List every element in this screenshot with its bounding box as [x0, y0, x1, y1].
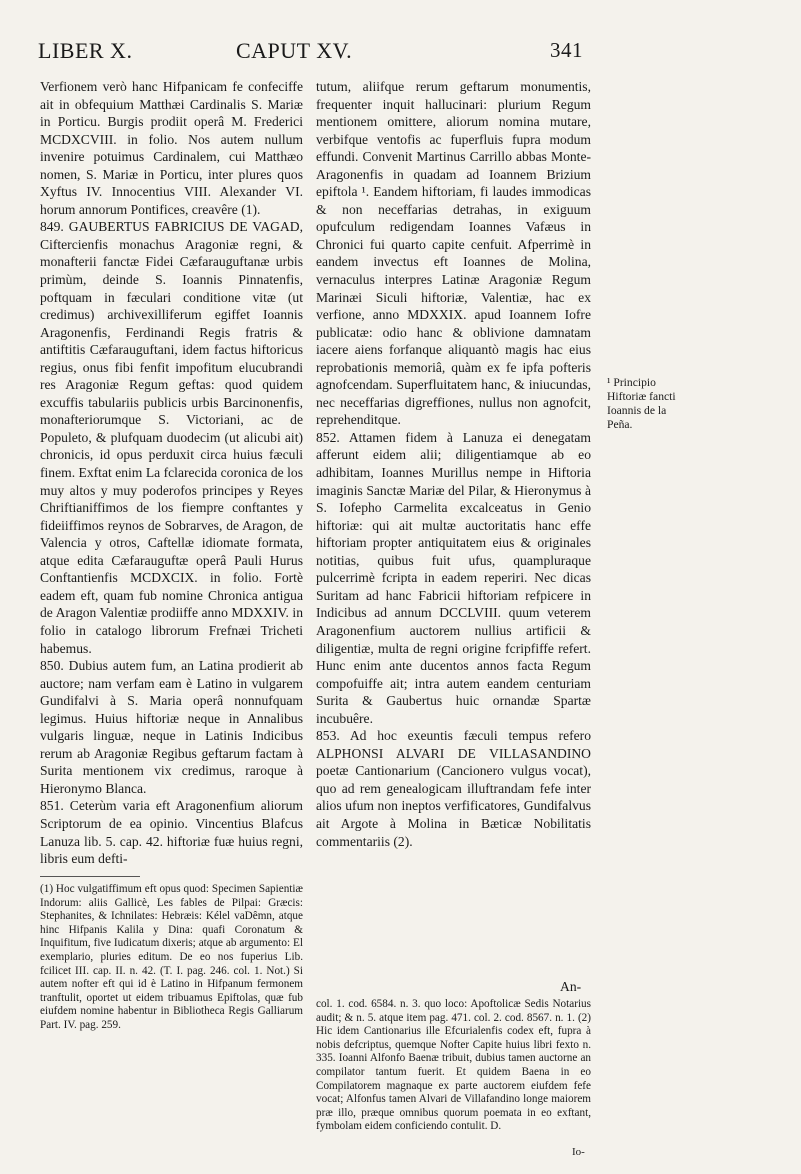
footnote-rule — [40, 876, 140, 877]
right-footnote — [316, 998, 591, 1134]
left-column — [40, 78, 303, 868]
right-column — [316, 78, 591, 850]
paragraph: 849. GAUBERTUS FABRICIUS DE VAGAD, Ciftercienfis monachus Aragoniæ regni, & monafterii fanctæ Fidei Cæfarauguftanæ urbis primùm, deinde S. Ioannis Pinnatenfis, poftquam in fæculari conditione vitæ (ut credimus) archivexilliferum egiffet Ioannis Aragonenfis, Ferdinandi Regis fratris & antiftitis Cæfarauguftani, idem factus hiftoricus regius, onus fibi fenfit impofitum elucubrandi res Aragoniæ Regum geftas: quod quidem excuffis tabulariis publicis urbis Barcinonenfis, monafteriorumque S. Victoriani, ac de Populeto, & plufquam duodecim (ut alicubi ait) chronicis, id opus perduxit circa huius fæculi finem. Exftat enim La fclarecida coronica de los muy altos y muy poderofos principes y Reyes Chriftianiffimos de los fiempre conftantes y fideiiffimos reynos de Sobrarves, de Aragon, de Valencia y otros, Caftellæ idiomate formata, atque edita Cæfarauguftæ operâ Pauli Hurus Conftantienfis MCDXCIX. in folio. Fortè eadem eft, quam fub nomine Chronica antigua de Aragon Valentiæ prodiiffe anno MDXXIV. in folio in catalogo librorum Frefnæi Tricheti habemus. — [40, 219, 303, 656]
paragraph: 853. Ad hoc exeuntis fæculi tempus refero ALPHONSI ALVARI DE VILLASANDINO poetæ Cantionarium (Cancionero vulgus vocat), quo ad rem genealogicam illuftrandam fefe inter alios ufum non ineptos verfificatores, Gundifalvus ait Argote à Molina in Bæticæ Nobilitatis commentariis (2). — [316, 728, 591, 849]
running-head-book: LIBER X. — [38, 38, 133, 63]
paragraph: Verfionem verò hanc Hifpanicam fe confeciffe ait in obfequium Matthæi Cardinalis S. Mariæ in Porticu. Burgis prodiit operâ M. Frederici MCDXCVIII. in folio. Nos autem nullum invenire potuimus Cardinalem, cui Matthæo nomen, S. Mariæ in Porticu, inter plures quos Xyftus IV. Innocentius VIII. Alexander VI. horum annorum Pontifices, creavêre (1). — [40, 79, 303, 217]
paragraph: tutum, aliifque rerum geftarum monumentis, frequenter inquit hallucinari: plurium Regum mentionem omittere, aliorum nomina mutare, verbifque ventofis ac fuperfluis fupra modum effundi. Convenit Martinus Carrillo abbas Monte-Aragonenfis in quadam ad Ioannem Brizium epiftola ¹. Eandem hiftoriam, fi laudes immodicas & non neceffarias detrahas, in exiguum opufculum redigendam Ioannes Vafæus in Chronici fui quarto capite cenfuit. Afperrimè in eandem invectus eft Ioannes de Molina, vernaculus interpres Latinæ Aragoniæ Regum Marinæi Siculi hiftoriæ, Valentiæ, hac ex verfione, anno MDXXIX. apud Ioannem Iofre publicatæ: odio hanc & oblivione damnatam iacere aiens forfanque aliquantò magis hac eius reprobationis memoriâ, quàm ex fe ipfa pofteris agnofcendam. Superfluitatem hanc, & iniucundas, nec neceffarias digreffiones, nullus non agnofcit, reprehenditque. — [316, 79, 591, 428]
page-header — [38, 38, 598, 66]
footnote-text: (1) Hoc vulgatiffimum eft opus quod: Specimen Sapientiæ Indorum: aliis Gallicè, Les fables de Pilpai: Græcis: Stephanites, & Ichnilates: Hebræis: Kélel vaDêmn, atque hinc Hifpanis Kalila y Dina: quafi Coronatum & Inquifitum, five Iudicatum dixeris; atque ab argumento: El exemplario, pluries editum. De eo nos fuperius Lib. fcilicet III. cap. II. n. 42. (T. I. pag. 246. col. 1. Not.) Si autem nofter eft qui id è Latino in Hifpanum fermonem tranftulit, oportet ut eidem tribuamus Epiftolas, quæ fub eiufdem nomine habentur in Bibliotheca Regis Galliarum Part. IV. pag. 259. — [40, 883, 303, 1031]
paragraph: 851. Ceterùm varia eft Aragonenfium aliorum Scriptorum de ea opinio. Vincentius Blafcus Lanuza lib. 5. cap. 42. hiftoriæ fuæ huius regni, libris eum defti- — [40, 798, 303, 867]
page-number: 341 — [550, 38, 583, 62]
catchword: An- — [560, 979, 582, 994]
paragraph: 850. Dubius autem fum, an Latina prodierit ab auctore; nam verfam eam è Latino in vulgarem Gundifalvi à S. Maria operâ nonnufquam legimus. Huius hiftoriæ neque in Annalibus vulgaris linguæ, neque in Latinis Indicibus rerum ab Aragoniæ Regibus geftarum factam à Surita mentionem vix credimus, raroque à Hieronymo Blanca. — [40, 658, 303, 796]
running-head-chapter: CAPUT XV. — [236, 38, 353, 63]
left-footnote — [40, 883, 303, 1033]
margin-note: ¹ Principio Hiftoriæ fancti Ioannis de la Peña. — [607, 376, 676, 431]
footnote-text: col. 1. cod. 6584. n. 3. quo loco: Apoftolicæ Sedis Notarius audit; & n. 5. atque item pag. 471. col. 2. cod. 8567. n. 1. (2) Hic idem Cantionarius ille Efcurialenfis codex eft, fupra à nobis defcriptus, quemque Nofter Capite huius libri fexto n. 335. Ioanni Alfonfo Baenæ tribuit, dubius tamen auctorne an compilator tantum fuerit. Et quidem Baena in eo Compilatorem magnaque ex parte auctorem eiufdem fefe vocat; Alfonfus tamen Alvari de Villafandino longe maiorem præ illo, præque omnibus quorum poemata in eo exftant, fymbolam eidem conficiendo contulit. D. — [316, 998, 591, 1133]
footnote-catchword: Io- — [572, 1146, 585, 1158]
paragraph: 852. Attamen fidem à Lanuza ei denegatam afferunt eidem alii; diligentiamque ab eo adhibitam, Ioannes Murillus nempe in Hiftoria imaginis Sanctæ Mariæ del Pilar, & Hieronymus à S. Iofepho Carmelita excalceatus in Genio hiftoriæ: qui ait multæ auctoritatis hanc effe hiftoriam propter antiquitatem eius & originales notitias, quibus fuit ufus, quampluraque pulcerrimè fcripta in eadem reperiri. Nec dicas Suritam ad hanc Fabricii hiftoriam refpicere in Indicibus ad annum DCCLVIII. quum veterem Aragonenfium auctorem nullius artificii & diligentiæ, multa de regni origine fcripfiffe refert. Hunc enim ante ducentos annos facta Regum compofuiffe ait; intra autem eandem centuriam Surita & Gaubertus huic ornandæ Spartæ incubuêre. — [316, 429, 591, 726]
